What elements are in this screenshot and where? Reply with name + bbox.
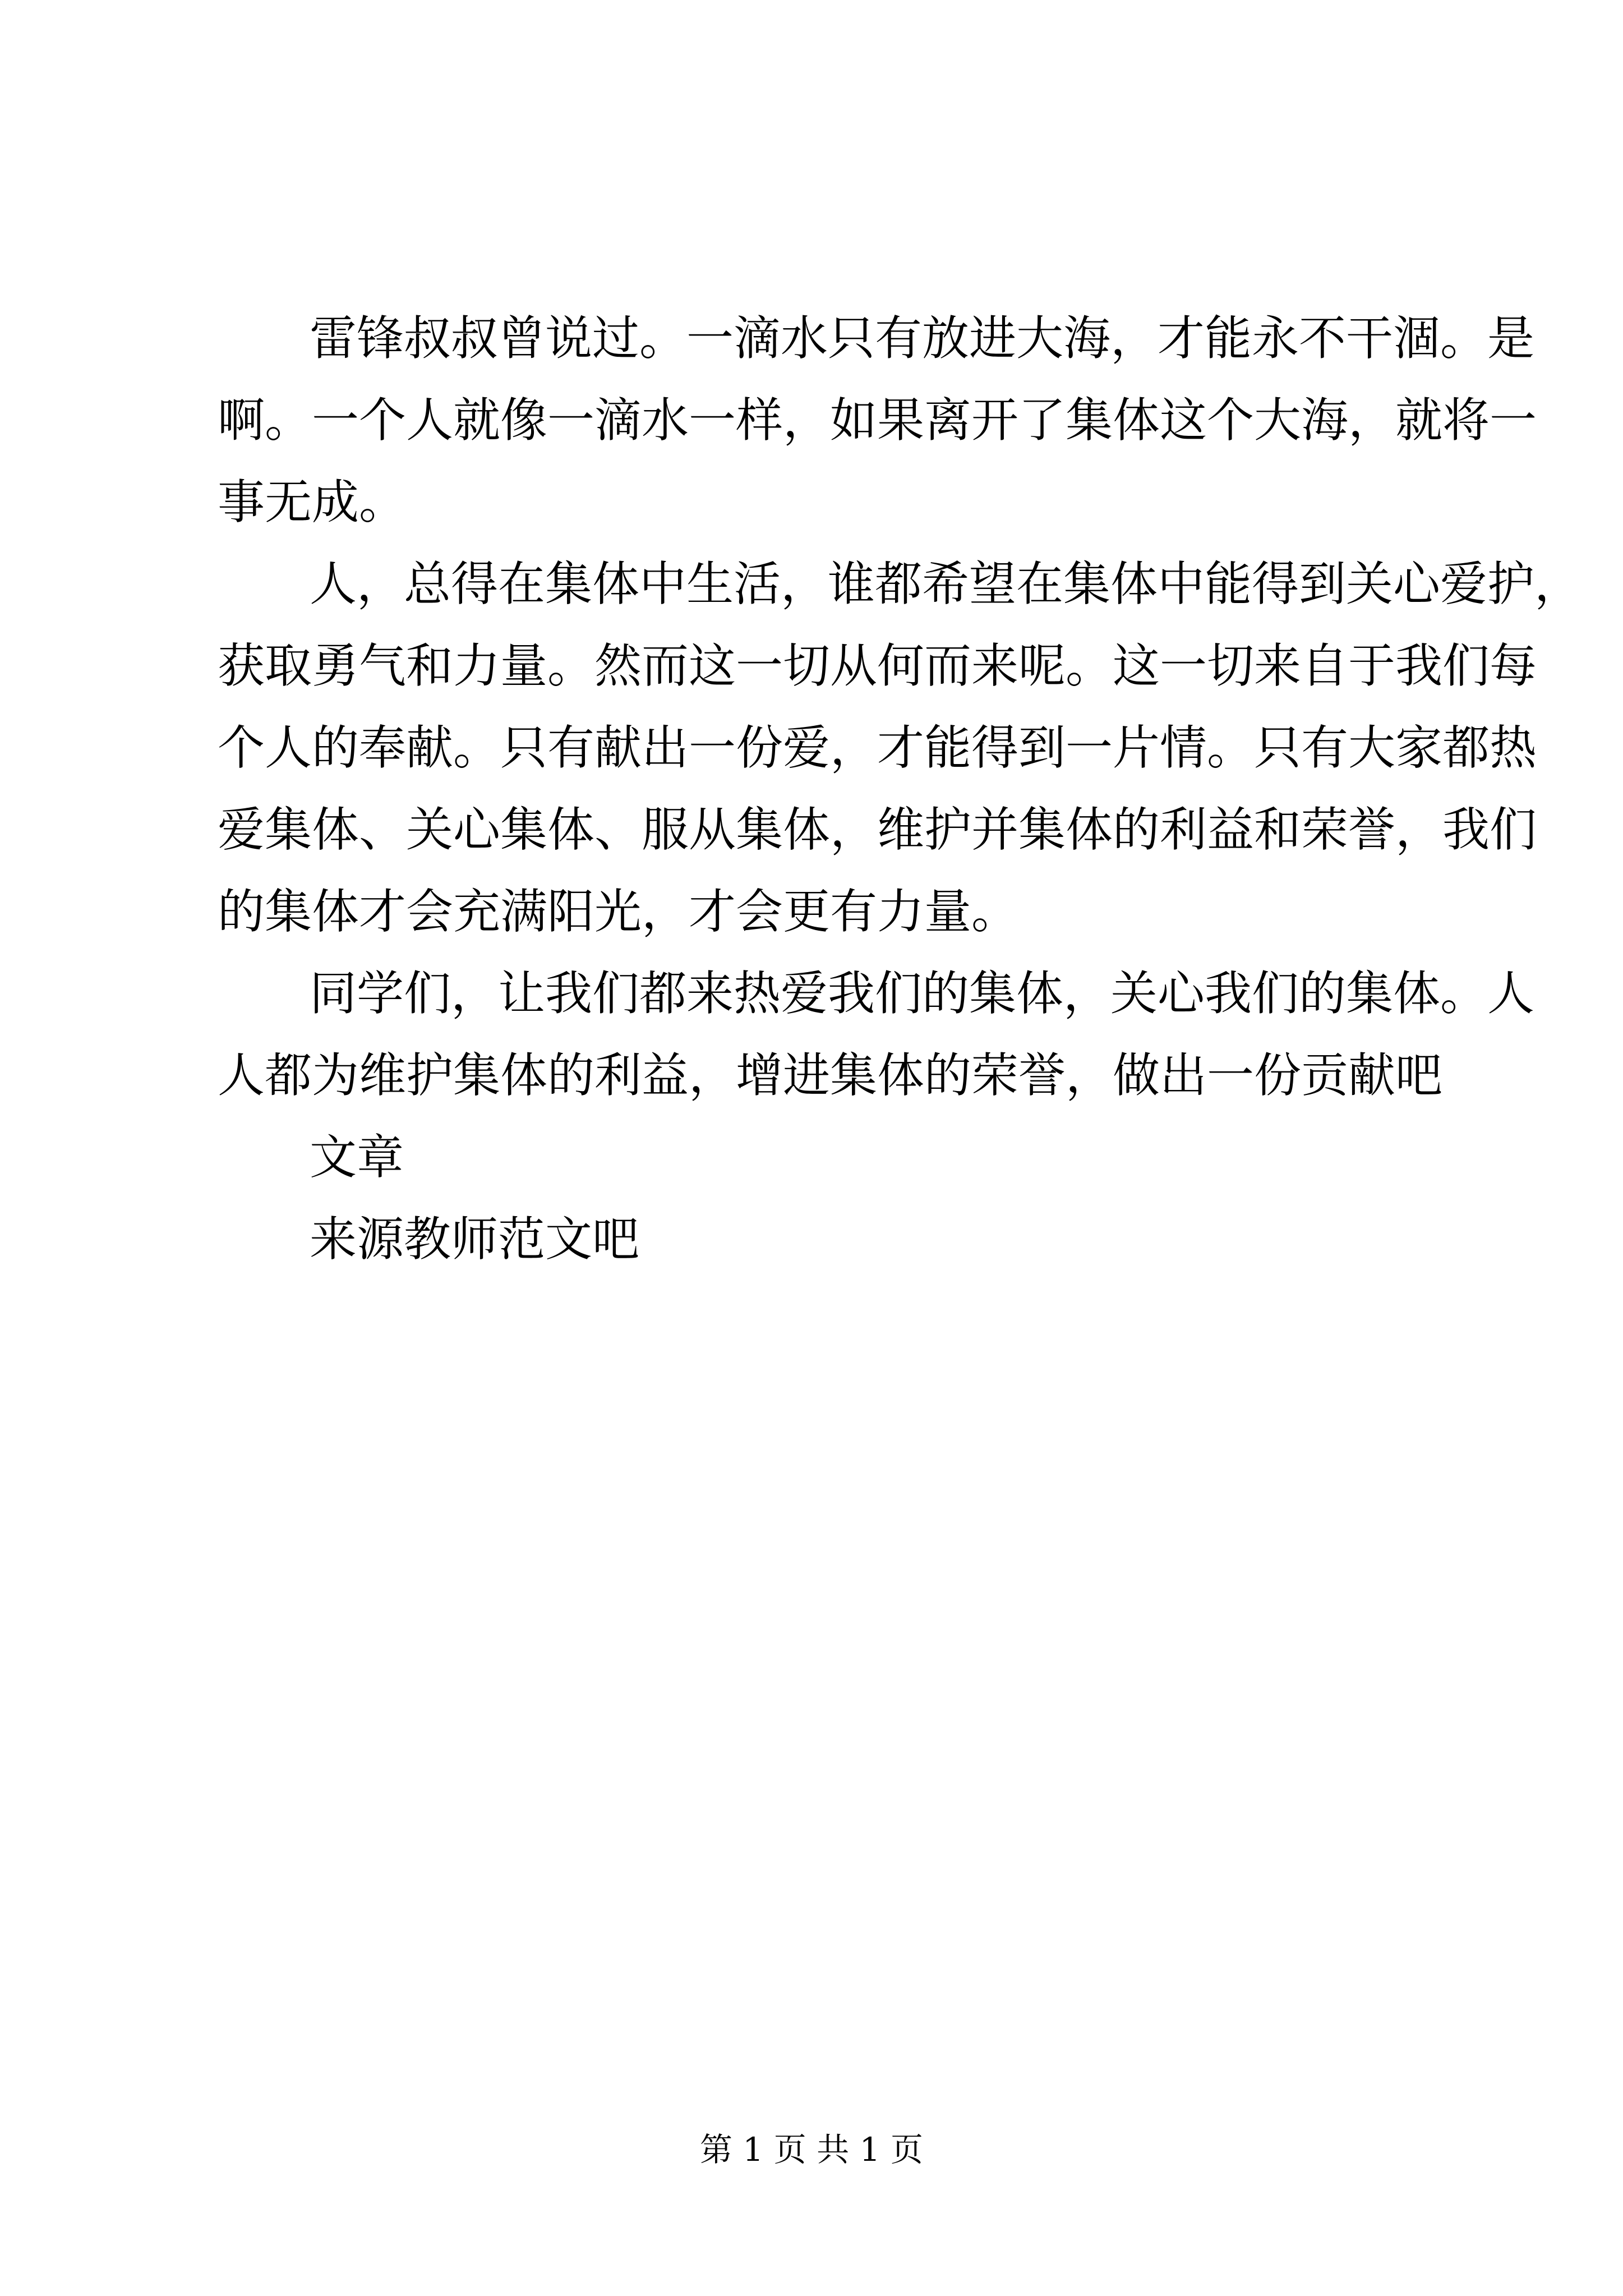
paragraph-5 <box>218 1198 1440 1280</box>
paragraph-line: 啊。一个人就像一滴水一样，如果离开了集体这个大海，就将一 <box>218 393 1537 448</box>
paragraph-line: 雷锋叔叔曾说过。一滴水只有放进大海，才能永不干涸。是 <box>310 311 1535 366</box>
paragraph-line: 的集体才会充满阳光，才会更有力量。 <box>218 884 1019 939</box>
paragraph-line: 来源教师范文吧 <box>310 1212 640 1267</box>
paragraph-line: 人都为维护集体的利益，增进集体的荣誉，做出一份贡献吧 <box>218 1048 1443 1103</box>
paragraph-line: 同学们，让我们都来热爱我们的集体，关心我们的集体。人 <box>310 966 1535 1021</box>
paragraph-line: 文章 <box>310 1130 404 1185</box>
paragraph-line: 事无成。 <box>218 475 407 530</box>
paragraph-4 <box>218 1116 1440 1198</box>
page-footer: 第 1 页 共 1 页 <box>700 2131 923 2169</box>
paragraph-line: 个人的奉献。只有献出一份爱，才能得到一片情。只有大家都热 <box>218 720 1537 775</box>
paragraph-line: 爱集体、关心集体、服从集体，维护并集体的利益和荣誉，我们 <box>218 802 1537 857</box>
paragraph-1 <box>218 297 1537 543</box>
paragraph-line: 人，总得在集体中生活，谁都希望在集体中能得到关心爱护， <box>310 556 1582 611</box>
paragraph-2 <box>218 543 1582 953</box>
paragraph-3 <box>218 953 1535 1116</box>
document-body <box>218 297 1582 1280</box>
paragraph-line: 获取勇气和力量。然而这一切从何而来呢。这一切来自于我们每 <box>218 638 1537 693</box>
